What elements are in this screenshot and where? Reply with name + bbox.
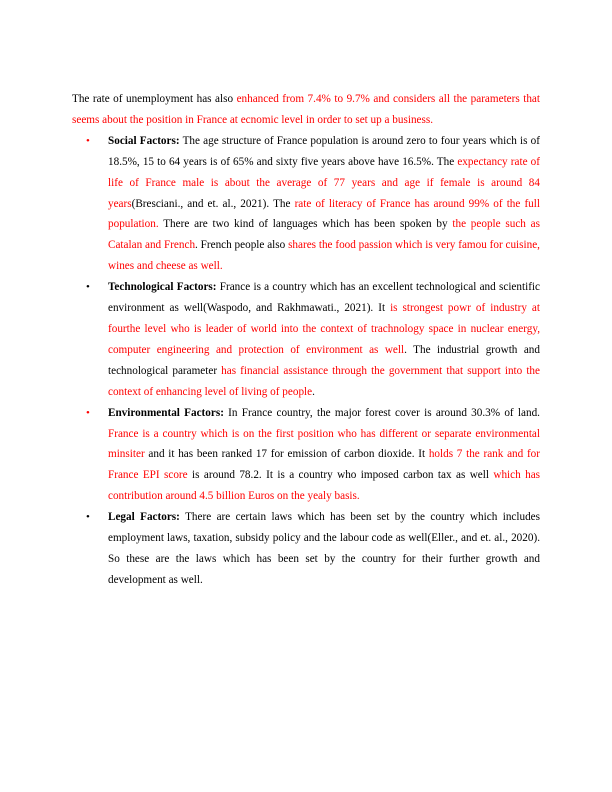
env-text-2: and it has been ranked 17 for emission of carbon dioxide. It [144,448,429,461]
pestle-bullet-list [72,131,540,591]
bullet-social-factors [72,131,540,277]
env-highlight-1: France is a country which is on the first position who has different or separate environmental minsiter [108,427,540,461]
intro-paragraph [72,89,540,131]
environmental-factors-heading: Environmental Factors: [108,406,224,419]
env-text-3: is around 78.2. It is a country who imposed carbon tax as well [187,469,494,482]
tech-text-2: . The industrial growth and technological parameter [108,343,540,377]
social-highlight-1: expectancy rate of life of France male is about the average of 77 years and age if female is around 84 years [108,155,540,210]
bullet-icon: • [86,511,90,524]
social-text-4: . French people also [195,239,289,252]
env-highlight-2: holds 7 the rank and for France EPI score [108,448,540,482]
bullet-icon: • [86,406,90,419]
env-text-1: In France country, the major forest cover is around 30.3% of land. [223,406,540,419]
technological-factors-heading: Technological Factors: [108,281,217,294]
document-body [72,89,540,591]
social-highlight-2: rate of literacy of France has around 99% of the full population. [108,197,540,231]
legal-text-1: There are certain laws which has been set by the country which includes employment laws, taxation, subsidy policy and the labour code as well(Eller., and et. al., 2020). So these are the laws which has been set by the country for their further growth and development as well. [108,511,541,586]
social-text-2: (Bresciani., and et. al., 2021). The [131,197,295,210]
tech-text-1: France is a country which has an excellent technological and scientific environment as well(Waspodo, and Rakhmawati., 2021). It [108,281,540,315]
social-text-1: The age structure of France population is around zero to four years which is of 18.5%, 15 to 64 years is of 65% and sixty five years above have 16.5%. The [108,134,540,168]
social-highlight-3: the people such as Catalan and French [108,218,540,252]
intro-highlight: enhanced from 7.4% to 9.7% and considers all the parameters that seems about the position in France at ecnomic level in order to set up a business. [72,93,540,126]
social-factors-heading: Social Factors: [108,134,180,147]
tech-text-3: . [312,385,315,398]
legal-factors-heading: Legal Factors: [108,511,180,524]
social-text-3: There are two kind of languages which has been spoken by [158,218,453,231]
tech-highlight-2: has financial assistance through the government that support into the context of enhancing level of living of people [108,364,540,398]
intro-text: The rate of unemployment has also [72,93,237,105]
bullet-legal-factors [72,507,540,591]
bullet-technological-factors [72,277,540,402]
tech-highlight-1: is strongest powr of industry at fourthe level who is leader of world into the context of trachnology space in nuclear energy, computer engineering and protection of environment as well [108,302,540,356]
bullet-environmental-factors [72,403,540,508]
social-highlight-4: shares the food passion which is very famou for cuisine, wines and cheese as well. [108,239,540,273]
bullet-icon: • [86,134,90,147]
bullet-icon: • [86,281,90,294]
env-highlight-3: which has contribution around 4.5 billion Euros on the yealy basis. [108,469,541,503]
